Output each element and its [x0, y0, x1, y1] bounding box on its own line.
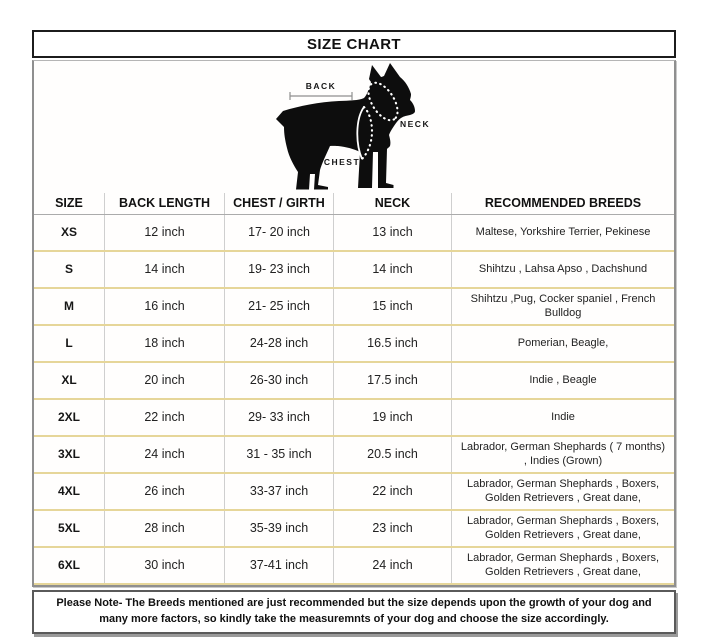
note-box	[32, 590, 676, 634]
chest-girth-cell: 19- 23 inch	[225, 252, 334, 287]
size-chart-panel	[32, 60, 676, 587]
breeds-cell: Shihtzu ,Pug, Cocker spaniel , French Bulldog	[470, 292, 656, 319]
breeds-cell: Indie	[551, 410, 575, 423]
breeds-cell: Labrador, German Shephards ( 7 months) , Indies (Grown)	[460, 440, 666, 467]
table-row	[34, 548, 674, 585]
table-row	[34, 289, 674, 326]
size-cell: S	[34, 252, 105, 287]
back-length-cell: 26 inch	[105, 474, 225, 509]
chest-label: CHEST	[323, 156, 361, 167]
table-row	[34, 437, 674, 474]
breeds-cell: Pomerian, Beagle,	[517, 336, 609, 349]
back-length-cell: 20 inch	[105, 363, 225, 398]
size-cell: 3XL	[34, 437, 105, 472]
breeds-cell: Maltese, Yorkshire Terrier, Pekinese	[475, 225, 651, 238]
breeds-cell: Shihtzu , Lahsa Apso , Dachshund	[478, 262, 648, 275]
chest-girth-cell: 35-39 inch	[225, 511, 334, 546]
table-header-row	[34, 193, 674, 215]
table-row	[34, 215, 674, 252]
size-cell: 5XL	[34, 511, 105, 546]
dog-silhouette-icon	[268, 62, 440, 193]
table-row	[34, 511, 674, 548]
table-row	[34, 252, 674, 289]
neck-cell: 13 inch	[334, 215, 452, 250]
measurement-diagram	[34, 61, 674, 193]
back-length-cell: 14 inch	[105, 252, 225, 287]
size-cell: M	[34, 289, 105, 324]
size-cell: 6XL	[34, 548, 105, 583]
size-cell: 2XL	[34, 400, 105, 435]
back-length-cell: 30 inch	[105, 548, 225, 583]
table-row	[34, 326, 674, 363]
back-length-cell: 28 inch	[105, 511, 225, 546]
back-measure-line	[290, 92, 352, 100]
table-row	[34, 400, 674, 437]
table-body	[34, 215, 674, 585]
back-label: BACK	[305, 80, 337, 91]
chest-girth-cell: 21- 25 inch	[225, 289, 334, 324]
breeds-cell: Labrador, German Shephards , Boxers, Golden Retrievers , Great dane,	[467, 514, 659, 541]
size-cell: XS	[34, 215, 105, 250]
neck-label: NECK	[400, 118, 431, 129]
dog-body-shape	[276, 63, 415, 190]
size-cell: L	[34, 326, 105, 361]
header-neck: NECK	[334, 193, 452, 214]
chest-girth-cell: 31 - 35 inch	[225, 437, 334, 472]
chart-title-box	[32, 30, 676, 58]
back-length-cell: 12 inch	[105, 215, 225, 250]
header-chest: CHEST / GIRTH	[225, 193, 334, 214]
size-chart-content	[32, 30, 676, 634]
neck-cell: 14 inch	[334, 252, 452, 287]
neck-cell: 23 inch	[334, 511, 452, 546]
breeds-cell: Labrador, German Shephards , Boxers, Golden Retrievers , Great dane,	[467, 477, 659, 504]
header-back: BACK LENGTH	[105, 193, 225, 214]
table-row	[34, 474, 674, 511]
neck-cell: 22 inch	[334, 474, 452, 509]
page-title: SIZE CHART	[307, 35, 401, 53]
back-length-cell: 18 inch	[105, 326, 225, 361]
neck-cell: 19 inch	[334, 400, 452, 435]
chest-girth-cell: 24-28 inch	[225, 326, 334, 361]
neck-cell: 20.5 inch	[334, 437, 452, 472]
size-cell: 4XL	[34, 474, 105, 509]
breeds-cell: Indie , Beagle	[529, 373, 597, 386]
header-size: SIZE	[34, 193, 105, 214]
back-length-cell: 16 inch	[105, 289, 225, 324]
table-row	[34, 363, 674, 400]
neck-cell: 24 inch	[334, 548, 452, 583]
note-text: Please Note- The Breeds mentioned are just recommended but the size depends upon the growth of your dog and many more factors, so kindly take the measuremnts of your dog and choose the size accordingly.	[56, 597, 652, 625]
chest-girth-cell: 33-37 inch	[225, 474, 334, 509]
back-length-cell: 24 inch	[105, 437, 225, 472]
breeds-cell: Labrador, German Shephards , Boxers, Golden Retrievers , Great dane,	[467, 551, 659, 578]
chest-girth-cell: 29- 33 inch	[225, 400, 334, 435]
size-cell: XL	[34, 363, 105, 398]
neck-cell: 16.5 inch	[334, 326, 452, 361]
chest-girth-cell: 17- 20 inch	[225, 215, 334, 250]
chest-girth-cell: 26-30 inch	[225, 363, 334, 398]
header-breeds: RECOMMENDED BREEDS	[484, 195, 642, 210]
back-length-cell: 22 inch	[105, 400, 225, 435]
neck-cell: 17.5 inch	[334, 363, 452, 398]
chest-girth-cell: 37-41 inch	[225, 548, 334, 583]
neck-cell: 15 inch	[334, 289, 452, 324]
